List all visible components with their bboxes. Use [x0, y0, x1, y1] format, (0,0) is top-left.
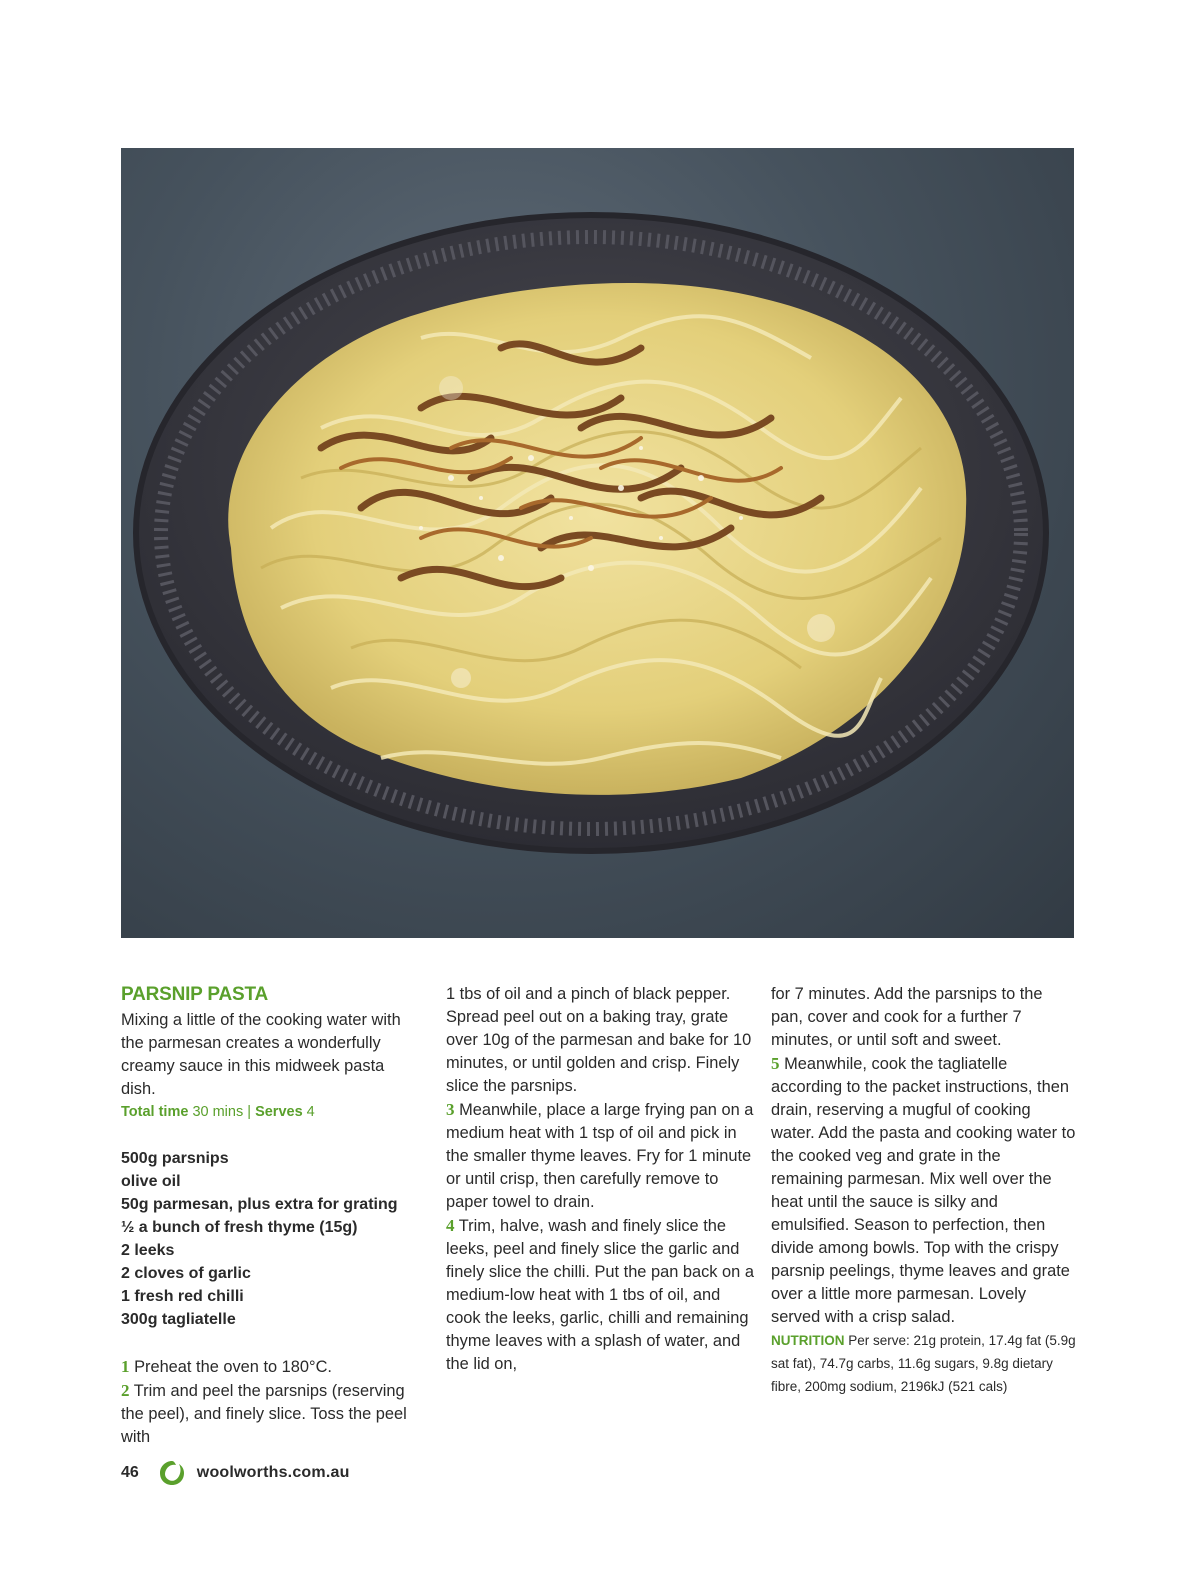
page-footer: [121, 1458, 350, 1488]
ingredient-item: olive oil: [121, 1173, 181, 1190]
total-time-value: 30 mins: [192, 1104, 244, 1120]
ingredient-item: 50g parmesan, plus extra for grating: [121, 1196, 398, 1213]
method-step-4-start: [446, 1214, 756, 1376]
step-text-fragment: for 7 minutes. Add the parsnips to the pan, cover and cook for a further 7 minutes, or until soft and sweet.: [771, 985, 1043, 1049]
step-text: Meanwhile, cook the tagliatelle according to the packet instructions, then drain, reserving a mugful of cooking water. Add the pasta and cooking water to the cooked veg and grate in the remaining parmesan. Mix well over the heat until the sauce is silky and emulsified. Season to perfection, then divide among bowls. Top with the crispy parsnip peelings, thyme leaves and grate over a little more parmesan. Lovely served with a crisp salad.: [771, 1055, 1076, 1326]
woolworths-logo-icon: [157, 1458, 187, 1488]
step-text: Preheat the oven to 180°C.: [134, 1358, 332, 1376]
method-steps-part-1: [121, 1355, 421, 1449]
meta-separator: |: [247, 1104, 252, 1120]
recipe-meta: [121, 1101, 421, 1123]
nutrition-info: [771, 1329, 1076, 1398]
ingredient-item: 300g tagliatelle: [121, 1311, 236, 1328]
recipe-column-3: [771, 983, 1076, 1398]
step-number: 3: [446, 1100, 455, 1119]
page-number: 46: [121, 1464, 139, 1481]
step-text-fragment: Trim and peel the parsnips (reserving the peel), and finely slice. Toss the peel with: [121, 1382, 407, 1446]
ingredient-item: 2 leeks: [121, 1242, 175, 1259]
ingredient-item: 500g parsnips: [121, 1150, 229, 1167]
step-number: 1: [121, 1357, 130, 1376]
method-step-4-continued: [771, 983, 1076, 1052]
step-number: 2: [121, 1381, 130, 1400]
recipe-title: PARSNIP PASTA: [121, 984, 268, 1005]
method-step-3: [446, 1098, 756, 1214]
recipe-intro: Mixing a little of the cooking water with the parmesan creates a wonderfully creamy sauce in this midweek pasta dish.: [121, 1011, 401, 1098]
total-time-label: Total time: [121, 1104, 189, 1120]
serves-label: Serves: [255, 1104, 303, 1120]
method-step-1: [121, 1355, 421, 1379]
step-text: Meanwhile, place a large frying pan on a medium heat with 1 tsp of oil and pick in the smaller thyme leaves. Fry for 1 minute or until crisp, then carefully remove to paper towel to drain.: [446, 1101, 754, 1211]
ingredient-item: ½ a bunch of fresh thyme (15g): [121, 1219, 358, 1236]
website-link[interactable]: woolworths.com.au: [196, 1464, 350, 1481]
method-step-5: [771, 1052, 1076, 1329]
step-number: 5: [771, 1054, 780, 1073]
method-step-2-continued: [446, 983, 756, 1098]
step-text-fragment: Trim, halve, wash and finely slice the leeks, peel and finely slice the garlic and finely slice the chilli. Put the pan back on a medium-low heat with 1 tbs of oil, and cook the leeks, garlic, chilli and remaining thyme leaves with a splash of water, and the lid on,: [446, 1217, 754, 1373]
method-step-2-start: [121, 1379, 421, 1449]
ingredient-item: 1 fresh red chilli: [121, 1288, 244, 1305]
step-text-fragment: 1 tbs of oil and a pinch of black pepper. Spread peel out on a baking tray, grate over 10g of the parmesan and bake for 10 minutes, or until golden and crisp. Finely slice the parsnips.: [446, 985, 752, 1095]
nutrition-text: Per serve: 21g protein, 17.4g fat (5.9g sat fat), 74.7g carbs, 11.6g sugars, 9.8g dietary fibre, 200mg sodium, 2196kJ (521 cals): [771, 1333, 1076, 1394]
ingredient-item: 2 cloves of garlic: [121, 1265, 251, 1282]
recipe-column-2: [446, 983, 756, 1376]
nutrition-label: NUTRITION: [771, 1333, 845, 1348]
recipe-column-1: [121, 983, 421, 1449]
recipe-photo: [121, 148, 1074, 938]
step-number: 4: [446, 1216, 455, 1235]
serves-value: 4: [306, 1104, 315, 1120]
ingredient-list: [121, 1147, 421, 1331]
